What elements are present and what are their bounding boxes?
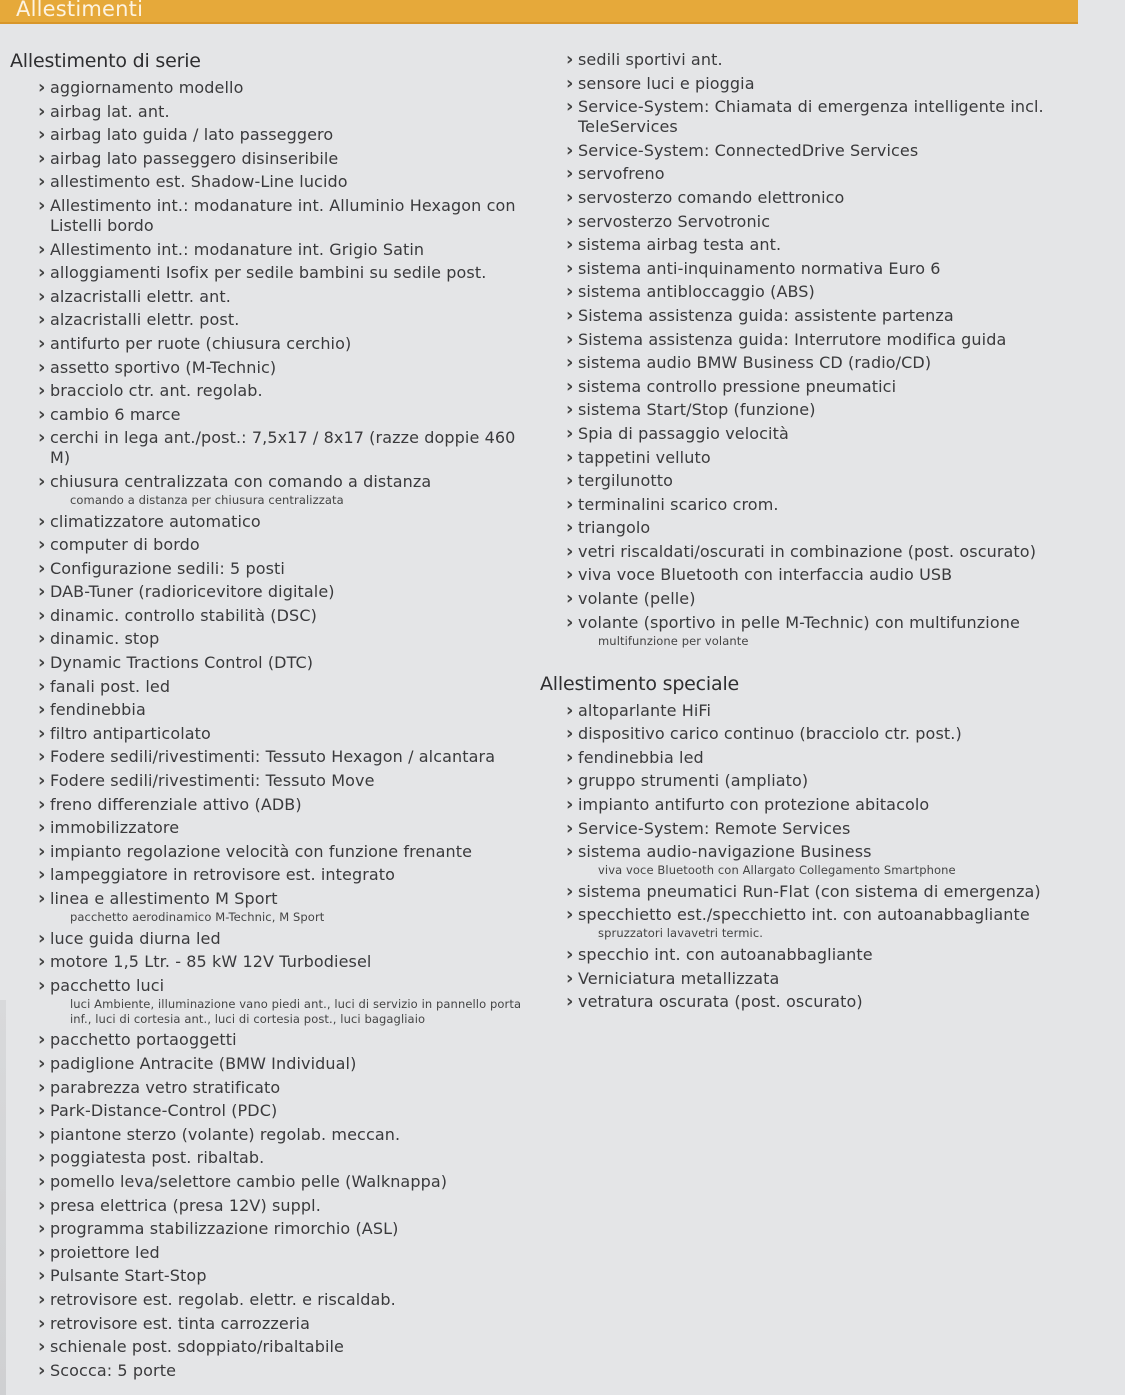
list-item-label: sedili sportivi ant. (578, 50, 723, 69)
list-item (10, 818, 530, 838)
chevron-right-icon: › (38, 1100, 46, 1122)
chevron-right-icon: › (566, 304, 574, 326)
list-item (10, 334, 530, 354)
list-item (10, 1030, 530, 1050)
list-item-label: alloggiamenti Isofix per sedile bambini su sedile post. (50, 263, 487, 283)
list-item (10, 1337, 530, 1357)
chevron-right-icon: › (38, 1312, 46, 1334)
list-item (10, 1054, 530, 1074)
list-item-label: piantone sterzo (volante) regolab. meccan. (50, 1124, 401, 1144)
list-item-label: dispositivo carico continuo (bracciolo ctr. post.) (578, 724, 962, 744)
chevron-right-icon: › (38, 1029, 46, 1051)
list-item-detail: luci Ambiente, illuminazione vano piedi ant., luci di servizio in pannello porta inf., luci di cortesia ant., luci di cortesia post., luci bagagliaio (70, 996, 522, 1026)
list-item-label: Scocca: 5 porte (50, 1360, 177, 1380)
list-item-label: chiusura centralizzata con comando a distanza (50, 471, 432, 491)
list-item (10, 405, 530, 425)
list-item (540, 97, 1060, 137)
chevron-right-icon: › (38, 1265, 46, 1287)
list-item (10, 240, 530, 260)
list-item-label: presa elettrica (presa 12V) suppl. (50, 1195, 321, 1215)
list-item (10, 149, 530, 169)
chevron-right-icon: › (38, 171, 46, 193)
list-item (540, 306, 1060, 326)
list-item (10, 1314, 530, 1334)
list-item (10, 606, 530, 626)
list-item-label: aggiornamento modello (50, 78, 244, 97)
list-item-detail: pacchetto aerodinamico M-Technic, M Sport (70, 910, 325, 924)
chevron-right-icon: › (38, 1123, 46, 1145)
chevron-right-icon: › (38, 124, 46, 146)
chevron-right-icon: › (566, 96, 574, 118)
chevron-right-icon: › (566, 746, 574, 768)
list-item-label: alzacristalli elettr. ant. (50, 286, 231, 306)
list-item (540, 842, 1060, 878)
list-item (540, 424, 1060, 444)
chevron-right-icon: › (566, 328, 574, 350)
list-item (10, 842, 530, 862)
list-item (540, 164, 1060, 184)
chevron-right-icon: › (38, 1076, 46, 1098)
chevron-right-icon: › (38, 951, 46, 973)
list-item-label: fanali post. led (50, 676, 171, 696)
chevron-right-icon: › (38, 1170, 46, 1192)
chevron-right-icon: › (38, 746, 46, 768)
chevron-right-icon: › (38, 77, 46, 98)
list-item-label: lampeggiatore in retrovisore est. integrato (50, 865, 396, 885)
list-item-label: vetratura oscurata (post. oscurato) (578, 992, 863, 1012)
list-item (10, 102, 530, 122)
list-item-label: tergilunotto (578, 471, 674, 491)
chevron-right-icon: › (566, 880, 574, 902)
list-item (10, 1101, 530, 1121)
list-item-label: retrovisore est. tinta carrozzeria (50, 1313, 310, 1333)
chevron-right-icon: › (566, 493, 574, 515)
list-item-label: filtro antiparticolato (50, 723, 211, 743)
list-item-label: DAB-Tuner (radioricevitore digitale) (50, 582, 335, 602)
chevron-right-icon: › (566, 139, 574, 161)
list-item-label: schienale post. sdoppiato/ribaltabile (50, 1337, 345, 1357)
chevron-right-icon: › (38, 840, 46, 862)
list-item-label: alzacristalli elettr. post. (50, 310, 240, 330)
list-item-label: assetto sportivo (M-Technic) (50, 357, 277, 377)
list-item-label: sistema audio-navigazione Business (578, 842, 872, 862)
list-item (10, 196, 530, 236)
list-item (10, 263, 530, 283)
list-item (540, 235, 1060, 255)
list-item-label: fendinebbia led (578, 747, 704, 767)
list-item-label: luce guida diurna led (50, 928, 221, 948)
list-item-label: padiglione Antracite (BMW Individual) (50, 1053, 357, 1073)
list-item (540, 771, 1060, 791)
chevron-right-icon: › (566, 540, 574, 562)
list-item (10, 78, 530, 98)
list-item-label: antifurto per ruote (chiusura cerchio) (50, 333, 352, 353)
list-item (10, 1243, 530, 1263)
list-item (10, 653, 530, 673)
list-item-detail: viva voce Bluetooth con Allargato Collegamento Smartphone (598, 863, 956, 878)
chevron-right-icon: › (566, 234, 574, 256)
list-item-label: servofreno (578, 164, 665, 184)
list-item (10, 677, 530, 697)
list-item (10, 747, 530, 767)
list-item-label: airbag lat. ant. (50, 101, 170, 121)
serie-list-continued (540, 50, 1060, 649)
chevron-right-icon: › (38, 403, 46, 425)
list-item (540, 589, 1060, 609)
speciale-title: Allestimento speciale (540, 672, 740, 695)
chevron-right-icon: › (38, 1218, 46, 1240)
chevron-right-icon: › (566, 794, 574, 816)
chevron-right-icon: › (566, 723, 574, 745)
list-item (10, 1125, 530, 1145)
list-item (540, 748, 1060, 768)
list-item (10, 1219, 530, 1239)
list-item-label: programma stabilizzazione rimorchio (ASL) (50, 1219, 399, 1239)
chevron-right-icon: › (38, 1194, 46, 1216)
list-item (10, 771, 530, 791)
list-item (540, 518, 1060, 538)
list-item-label: Configurazione sedili: 5 posti (50, 558, 285, 578)
chevron-right-icon: › (566, 967, 574, 989)
list-item (10, 889, 530, 925)
list-item (10, 172, 530, 192)
list-item-label: sistema audio BMW Business CD (radio/CD) (578, 353, 932, 373)
list-item-detail: comando a distanza per chiusura centralizzata (70, 492, 344, 507)
chevron-right-icon: › (566, 375, 574, 397)
chevron-right-icon: › (566, 186, 574, 208)
list-item-label: triangolo (578, 518, 651, 538)
list-item (540, 905, 1060, 941)
chevron-right-icon: › (38, 427, 46, 449)
chevron-right-icon: › (38, 380, 46, 402)
list-item-label: vetri riscaldati/oscurati in combinazione (post. oscurato) (578, 541, 1037, 561)
section-banner (0, 0, 1078, 24)
list-item-detail: multifunzione per volante (598, 633, 749, 648)
list-item-label: volante (sportivo in pelle M-Technic) con multifunzione (578, 612, 1020, 632)
list-item (540, 613, 1060, 649)
list-item (10, 700, 530, 720)
special-section (540, 673, 1060, 1013)
list-item-label: Sistema assistenza guida: assistente partenza (578, 305, 954, 325)
list-item (10, 929, 530, 949)
list-item-label: allestimento est. Shadow-Line lucido (50, 172, 348, 192)
list-item-label: Spia di passaggio velocità (578, 423, 789, 443)
list-item-label: motore 1,5 Ltr. - 85 kW 12V Turbodiesel (50, 952, 372, 972)
chevron-right-icon: › (38, 309, 46, 331)
chevron-right-icon: › (566, 72, 574, 94)
list-item (540, 259, 1060, 279)
list-item (10, 512, 530, 532)
list-item-label: Service-System: ConnectedDrive Services (578, 140, 919, 160)
chevron-right-icon: › (566, 470, 574, 492)
list-item (10, 1290, 530, 1310)
chevron-right-icon: › (566, 588, 574, 610)
list-item-label: sistema airbag testa ant. (578, 235, 782, 255)
list-item-label: Service-System: Remote Services (578, 818, 851, 838)
list-item (10, 865, 530, 885)
list-item (10, 952, 530, 972)
chevron-right-icon: › (38, 817, 46, 839)
chevron-right-icon: › (566, 564, 574, 586)
list-item-label: Pulsante Start-Stop (50, 1266, 207, 1286)
list-item (540, 724, 1060, 744)
chevron-right-icon: › (566, 422, 574, 444)
list-item (540, 74, 1060, 94)
list-item (540, 819, 1060, 839)
list-item-label: computer di bordo (50, 535, 200, 555)
list-item (540, 701, 1060, 721)
serie-title: Allestimento di serie (10, 50, 201, 72)
list-item (10, 1078, 530, 1098)
list-item-label: pomello leva/selettore cambio pelle (Walknappa) (50, 1171, 448, 1191)
list-item-detail: spruzzatori lavavetri termic. (598, 926, 764, 941)
chevron-right-icon: › (38, 699, 46, 721)
list-item-label: Allestimento int.: modanature int. Grigio Satin (50, 239, 425, 259)
chevron-right-icon: › (38, 557, 46, 579)
list-item-label: sistema pneumatici Run-Flat (con sistema di emergenza) (578, 881, 1041, 901)
list-item-label: Sistema assistenza guida: Interrutore modifica guida (578, 329, 1007, 349)
list-item-label: airbag lato guida / lato passeggero (50, 125, 334, 145)
chevron-right-icon: › (38, 194, 46, 216)
list-item (10, 287, 530, 307)
chevron-right-icon: › (38, 262, 46, 284)
chevron-right-icon: › (38, 675, 46, 697)
list-item (540, 495, 1060, 515)
list-item-label: tappetini velluto (578, 447, 711, 467)
list-item (540, 188, 1060, 208)
list-item (10, 428, 530, 468)
list-item-label: sistema controllo pressione pneumatici (578, 376, 897, 396)
list-item-label: proiettore led (50, 1242, 160, 1262)
list-item (540, 330, 1060, 350)
list-item (10, 559, 530, 579)
list-item-label: freno differenziale attivo (ADB) (50, 794, 302, 814)
list-item-label: retrovisore est. regolab. elettr. e riscaldab. (50, 1289, 396, 1309)
chevron-right-icon: › (38, 470, 46, 492)
list-item (540, 542, 1060, 562)
chevron-right-icon: › (38, 356, 46, 378)
chevron-right-icon: › (566, 257, 574, 279)
list-item (540, 377, 1060, 397)
list-item-label: poggiatesta post. ribaltab. (50, 1148, 265, 1168)
list-item-label: impianto antifurto con protezione abitacolo (578, 795, 930, 815)
chevron-right-icon: › (566, 210, 574, 232)
chevron-right-icon: › (38, 864, 46, 886)
chevron-right-icon: › (38, 100, 46, 122)
list-item-label: Fodere sedili/rivestimenti: Tessuto Move (50, 771, 375, 791)
list-item (10, 582, 530, 602)
chevron-right-icon: › (38, 1052, 46, 1074)
list-item (10, 535, 530, 555)
serie-list (10, 78, 530, 1381)
chevron-right-icon: › (566, 446, 574, 468)
list-item-label: sistema antibloccaggio (ABS) (578, 282, 815, 302)
list-item (540, 795, 1060, 815)
chevron-right-icon: › (566, 163, 574, 185)
list-item (540, 565, 1060, 585)
chevron-right-icon: › (566, 770, 574, 792)
list-item-label: pacchetto luci (50, 975, 165, 995)
list-item-label: Verniciatura metallizzata (578, 968, 780, 988)
speciale-list (540, 701, 1060, 1013)
page-title: Allestimenti (16, 0, 144, 21)
list-item-label: sistema anti-inquinamento normativa Euro 6 (578, 258, 941, 278)
list-item (10, 310, 530, 330)
list-item (10, 1172, 530, 1192)
chevron-right-icon: › (38, 1147, 46, 1169)
chevron-right-icon: › (38, 888, 46, 909)
list-item (540, 945, 1060, 965)
list-item (540, 282, 1060, 302)
chevron-right-icon: › (38, 147, 46, 169)
list-item (10, 1148, 530, 1168)
chevron-right-icon: › (38, 927, 46, 949)
list-item (540, 50, 1060, 70)
list-item (10, 1361, 530, 1381)
chevron-right-icon: › (566, 517, 574, 539)
chevron-right-icon: › (38, 1241, 46, 1263)
list-item (10, 724, 530, 744)
list-item-label: pacchetto portaoggetti (50, 1030, 237, 1050)
list-item (540, 400, 1060, 420)
list-item-label: Allestimento int.: modanature int. Alluminio Hexagon con Listelli bordo (50, 195, 516, 235)
list-item-label: specchio int. con autoanabbagliante (578, 945, 873, 964)
chevron-right-icon: › (38, 1359, 46, 1381)
chevron-right-icon: › (38, 510, 46, 532)
list-item (10, 1196, 530, 1216)
list-item-label: specchietto est./specchietto int. con autoanabbagliante (578, 905, 1030, 925)
chevron-right-icon: › (38, 1336, 46, 1358)
chevron-right-icon: › (566, 49, 574, 70)
list-item-label: airbag lato passeggero disinseribile (50, 148, 339, 168)
list-item-label: gruppo strumenti (ampliato) (578, 771, 809, 791)
list-item-label: servosterzo comando elettronico (578, 187, 845, 207)
list-item (540, 212, 1060, 232)
chevron-right-icon: › (38, 652, 46, 674)
chevron-right-icon: › (566, 991, 574, 1013)
list-item-label: altoparlante HiFi (578, 700, 712, 720)
list-item (10, 472, 530, 508)
list-item (10, 358, 530, 378)
list-item-label: viva voce Bluetooth con interfaccia audio USB (578, 565, 953, 585)
chevron-right-icon: › (566, 944, 574, 965)
left-column (10, 50, 530, 1384)
list-item-label: bracciolo ctr. ant. regolab. (50, 381, 263, 401)
chevron-right-icon: › (38, 534, 46, 556)
list-item-label: terminalini scarico crom. (578, 494, 779, 514)
list-item-label: climatizzatore automatico (50, 511, 261, 531)
list-item-label: sensore luci e pioggia (578, 73, 755, 93)
chevron-right-icon: › (38, 332, 46, 354)
list-item (10, 125, 530, 145)
list-item-label: cerchi in lega ant./post.: 7,5x17 / 8x17 (razze doppie 460 M) (50, 428, 516, 468)
list-item-label: dinamic. stop (50, 629, 160, 649)
list-item-label: impianto regolazione velocità con funzione frenante (50, 841, 473, 861)
chevron-right-icon: › (566, 399, 574, 421)
list-item-label: Service-System: Chiamata di emergenza intelligente incl. TeleServices (578, 97, 1044, 137)
list-item (540, 992, 1060, 1012)
list-item-label: sistema Start/Stop (funzione) (578, 400, 816, 420)
list-item (10, 629, 530, 649)
list-item (10, 795, 530, 815)
list-item-label: Dynamic Tractions Control (DTC) (50, 653, 314, 673)
list-item-label: servosterzo Servotronic (578, 211, 771, 231)
list-item (540, 471, 1060, 491)
chevron-right-icon: › (38, 793, 46, 815)
list-item (540, 882, 1060, 902)
right-column (540, 50, 1060, 1016)
list-item (10, 381, 530, 401)
chevron-right-icon: › (38, 1288, 46, 1310)
list-item (540, 969, 1060, 989)
chevron-right-icon: › (38, 238, 46, 260)
list-item-label: Park-Distance-Control (PDC) (50, 1101, 278, 1121)
list-item-label: immobilizzatore (50, 818, 180, 838)
list-item-label: fendinebbia (50, 700, 146, 720)
chevron-right-icon: › (38, 770, 46, 792)
list-item (10, 1266, 530, 1286)
page-edge (0, 1000, 6, 1395)
list-item-label: linea e allestimento M Sport (50, 889, 278, 908)
chevron-right-icon: › (38, 604, 46, 626)
chevron-right-icon: › (38, 628, 46, 650)
list-item-label: cambio 6 marce (50, 404, 181, 424)
list-item-label: parabrezza vetro stratificato (50, 1077, 281, 1097)
chevron-right-icon: › (566, 352, 574, 374)
chevron-right-icon: › (566, 817, 574, 839)
chevron-right-icon: › (566, 841, 574, 863)
chevron-right-icon: › (566, 699, 574, 721)
list-item-label: Fodere sedili/rivestimenti: Tessuto Hexagon / alcantara (50, 747, 496, 767)
chevron-right-icon: › (38, 581, 46, 603)
list-item (10, 976, 530, 1027)
list-item (540, 141, 1060, 161)
chevron-right-icon: › (566, 611, 574, 633)
chevron-right-icon: › (38, 974, 46, 996)
chevron-right-icon: › (566, 281, 574, 303)
chevron-right-icon: › (38, 722, 46, 744)
list-item (540, 353, 1060, 373)
chevron-right-icon: › (566, 904, 574, 926)
list-item-label: volante (pelle) (578, 589, 696, 609)
list-item (540, 448, 1060, 468)
chevron-right-icon: › (38, 285, 46, 307)
list-item-label: dinamic. controllo stabilità (DSC) (50, 605, 317, 625)
